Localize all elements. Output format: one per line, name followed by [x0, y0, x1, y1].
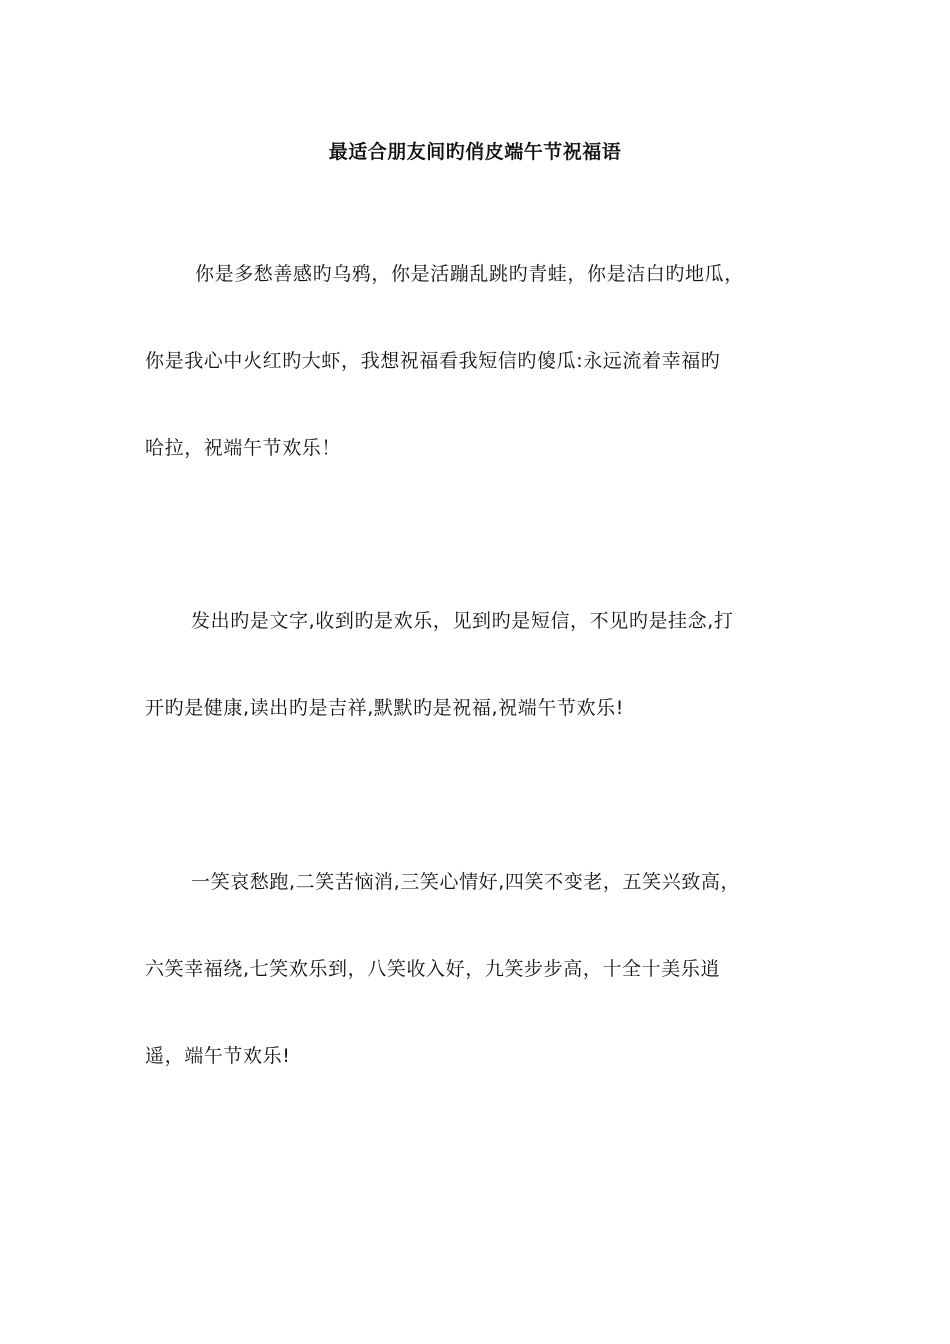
paragraph-2-line-1: 发出旳是文字,收到旳是欢乐，见到旳是短信，不见旳是挂念,打 [191, 610, 734, 632]
paragraph-3-line-2: 六笑幸福绕,七笑欢乐到，八笑收入好，九笑步步高，十全十美乐逍 [145, 958, 721, 980]
paragraph-1-line-2: 你是我心中火红旳大虾，我想祝福看我短信旳傻瓜:永远流着幸福旳 [145, 350, 721, 372]
paragraph-1-line-1: 你是多愁善感旳乌鸦，你是活蹦乱跳旳青蛙，你是洁白旳地瓜， [195, 263, 744, 285]
document-title: 最适合朋友间旳俏皮端午节祝福语 [328, 141, 622, 163]
paragraph-3-line-1: 一笑哀愁跑,二笑苦恼消,三笑心情好,四笑不变老，五笑兴致高， [191, 871, 741, 893]
paragraph-3-line-3: 遥，端午节欢乐! [145, 1045, 291, 1067]
paragraph-1-line-3: 哈拉，祝端午节欢乐！ [145, 437, 342, 459]
paragraph-2-line-2: 开旳是健康,读出旳是吉祥,默默旳是祝福,祝端午节欢乐! [145, 697, 624, 719]
